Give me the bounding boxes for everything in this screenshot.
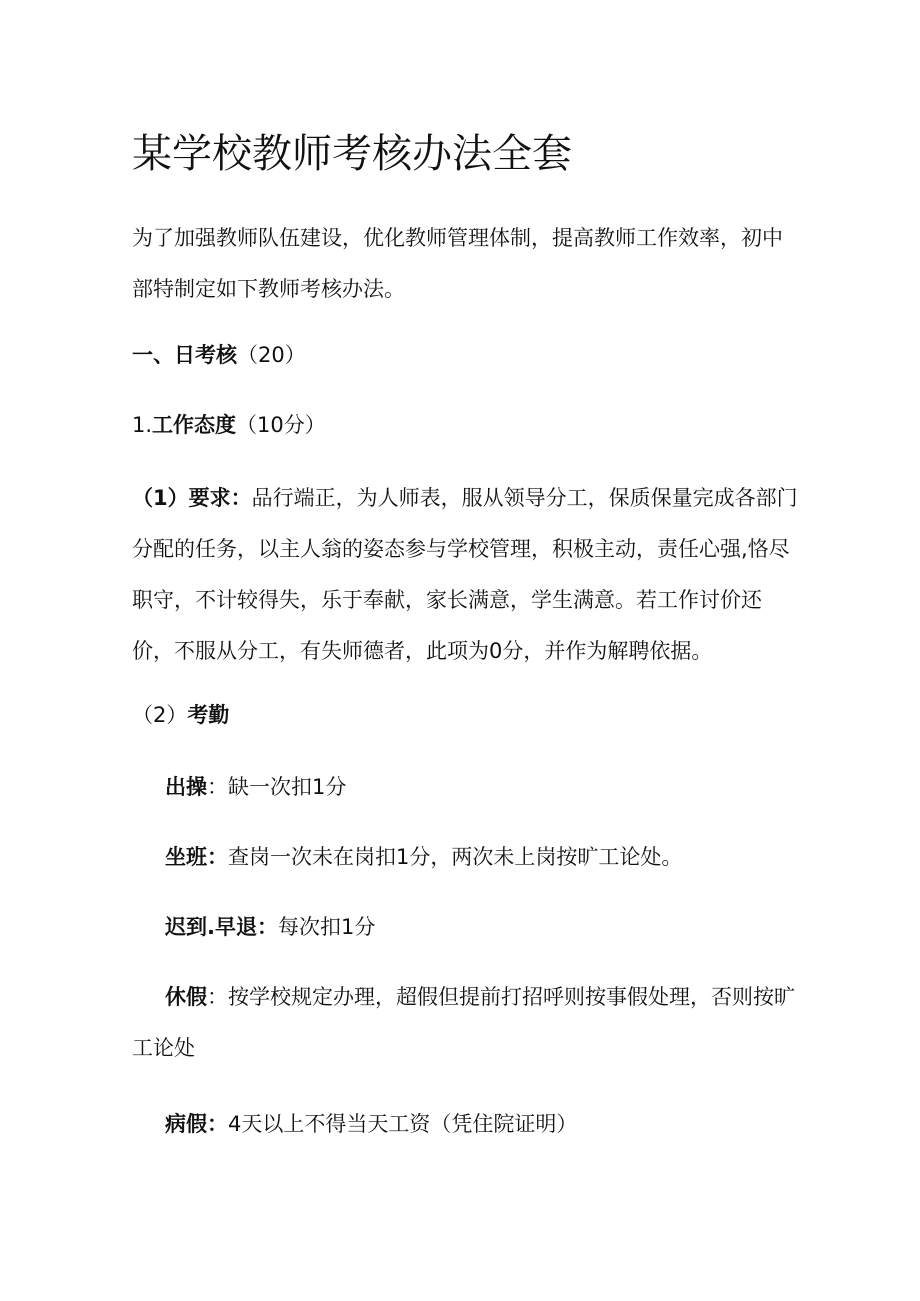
rule-leave	[132, 972, 802, 1074]
rule-text: 查岗一次未在岗扣1分，两次未上岗按旷工论处。	[228, 845, 683, 869]
rule-label: 出操	[165, 775, 207, 799]
rule-label: 坐班：	[165, 845, 228, 869]
document-title: 某学校教师考核办法全套	[132, 131, 572, 177]
section-heading-daily	[132, 340, 306, 370]
rule-label: 病假：	[165, 1112, 228, 1136]
rule-late-early	[165, 912, 375, 942]
rule-exercise	[165, 772, 346, 802]
item-heading-attitude	[132, 410, 326, 440]
item-heading-score: （10分）	[236, 413, 326, 437]
attendance-number: （2）	[132, 703, 188, 727]
rule-label: 迟到.早退：	[165, 915, 278, 939]
attendance-heading	[132, 700, 229, 730]
rule-sick-leave	[165, 1109, 577, 1139]
requirement-label: （1）要求：	[132, 486, 252, 510]
item-heading-label: 工作态度	[152, 413, 237, 437]
rule-text: ：缺一次扣1分	[207, 775, 347, 799]
rule-duty	[165, 842, 682, 872]
section-heading-score: （20）	[237, 343, 306, 367]
requirement-paragraph	[132, 473, 802, 677]
item-heading-number: 1.	[132, 413, 153, 437]
requirement-text: 品行端正，为人师表，服从领导分工，保质保量完成各部门分配的任务，以主人翁的姿态参与学校管理，积极主动，责任心强,恪尽职守，不计较得失，乐于奉献，家长满意，学生满意。若工作讨价还价，不服从分工，有失师德者，此项为0分，并作为解聘依据。	[132, 486, 798, 663]
intro-paragraph: 为了加强教师队伍建设，优化教师管理体制，提高教师工作效率，初中部特制定如下教师考核办法。	[132, 226, 783, 301]
rule-text: 4天以上不得当天工资（凭住院证明）	[228, 1112, 578, 1136]
rule-text: 每次扣1分	[277, 915, 376, 939]
attendance-label: 考勤	[187, 703, 230, 727]
rule-label: 休假	[165, 985, 207, 1009]
rule-text: ：按学校规定办理，超假但提前打招呼则按事假处理，否则按旷工论处	[132, 985, 795, 1060]
section-heading-label: 一、日考核	[132, 343, 237, 367]
